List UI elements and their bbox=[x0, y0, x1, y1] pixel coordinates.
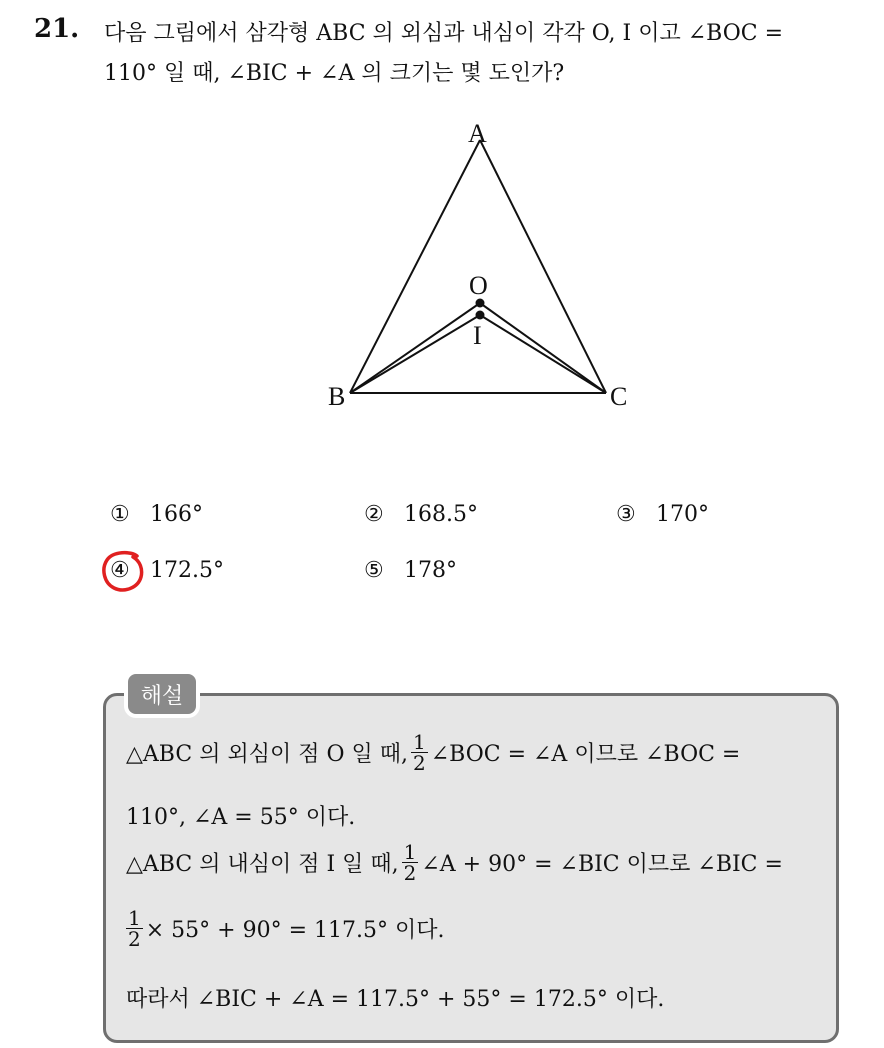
fraction-denominator: 2 bbox=[412, 751, 426, 775]
solution-line-2 bbox=[126, 800, 355, 831]
choice-3-text: 170° bbox=[656, 502, 709, 527]
choice-3[interactable] bbox=[616, 502, 709, 527]
choice-2-number: ② bbox=[364, 502, 384, 527]
fraction-denominator: 2 bbox=[128, 927, 141, 951]
point-i bbox=[476, 311, 485, 320]
fraction-numerator: 1 bbox=[128, 906, 141, 930]
label-b: B bbox=[328, 382, 346, 411]
choice-4-number: ④ bbox=[110, 558, 130, 583]
label-o: O bbox=[469, 271, 488, 300]
solution-line-1-pre: △ABC 의 외심이 점 O 일 때, bbox=[126, 742, 408, 767]
segment-oc bbox=[480, 303, 606, 393]
choice-5[interactable] bbox=[364, 558, 457, 583]
triangle-figure bbox=[310, 110, 650, 420]
fraction-one-half bbox=[411, 732, 428, 773]
fraction-numerator: 1 bbox=[403, 840, 417, 864]
choice-5-text: 178° bbox=[404, 558, 457, 583]
solution-line-3-post: ∠A + 90° = ∠BIC 이므로 ∠BIC = bbox=[421, 852, 783, 877]
choice-1-number: ① bbox=[110, 502, 130, 527]
answer-mark-circle bbox=[100, 548, 146, 594]
solution-line-5-text: 따라서 ∠BIC + ∠A = 117.5° + 55° = 172.5° 이다. bbox=[126, 987, 665, 1012]
choice-5-number: ⑤ bbox=[364, 558, 384, 583]
fraction-denominator: 2 bbox=[403, 861, 417, 885]
choice-4-text: 172.5° bbox=[150, 558, 224, 583]
solution-tag: 해설 bbox=[128, 674, 196, 714]
question-number: 21. bbox=[34, 14, 80, 44]
choice-2-text: 168.5° bbox=[404, 502, 478, 527]
solution-line-4 bbox=[126, 908, 444, 949]
fraction-one-half bbox=[126, 908, 143, 949]
solution-line-1 bbox=[126, 732, 740, 773]
solution-line-1-post: ∠BOC = ∠A 이므로 ∠BOC = bbox=[430, 742, 741, 767]
question-text-line-1: 다음 그림에서 삼각형 ABC 의 외심과 내심이 각각 O, I 이고 ∠BOC = bbox=[104, 21, 783, 46]
choice-2[interactable] bbox=[364, 502, 478, 527]
solution-line-4-post: × 55° + 90° = 117.5° 이다. bbox=[145, 918, 445, 943]
solution-line-5 bbox=[126, 982, 664, 1013]
choice-3-number: ③ bbox=[616, 502, 636, 527]
label-c: C bbox=[610, 382, 628, 411]
label-i: I bbox=[473, 321, 482, 350]
solution-line-3 bbox=[126, 842, 783, 883]
solution-line-3-pre: △ABC 의 내심이 점 I 일 때, bbox=[126, 852, 399, 877]
choice-1[interactable] bbox=[110, 502, 203, 527]
fraction-one-half bbox=[402, 842, 419, 883]
fraction-numerator: 1 bbox=[412, 730, 426, 754]
choice-1-text: 166° bbox=[150, 502, 203, 527]
label-a: A bbox=[468, 119, 487, 148]
segment-bo bbox=[350, 303, 480, 393]
solution-line-2-text: 110°, ∠A = 55° 이다. bbox=[126, 805, 356, 830]
question-text-line-2: 110° 일 때, ∠BIC + ∠A 의 크기는 몇 도인가? bbox=[104, 61, 565, 86]
